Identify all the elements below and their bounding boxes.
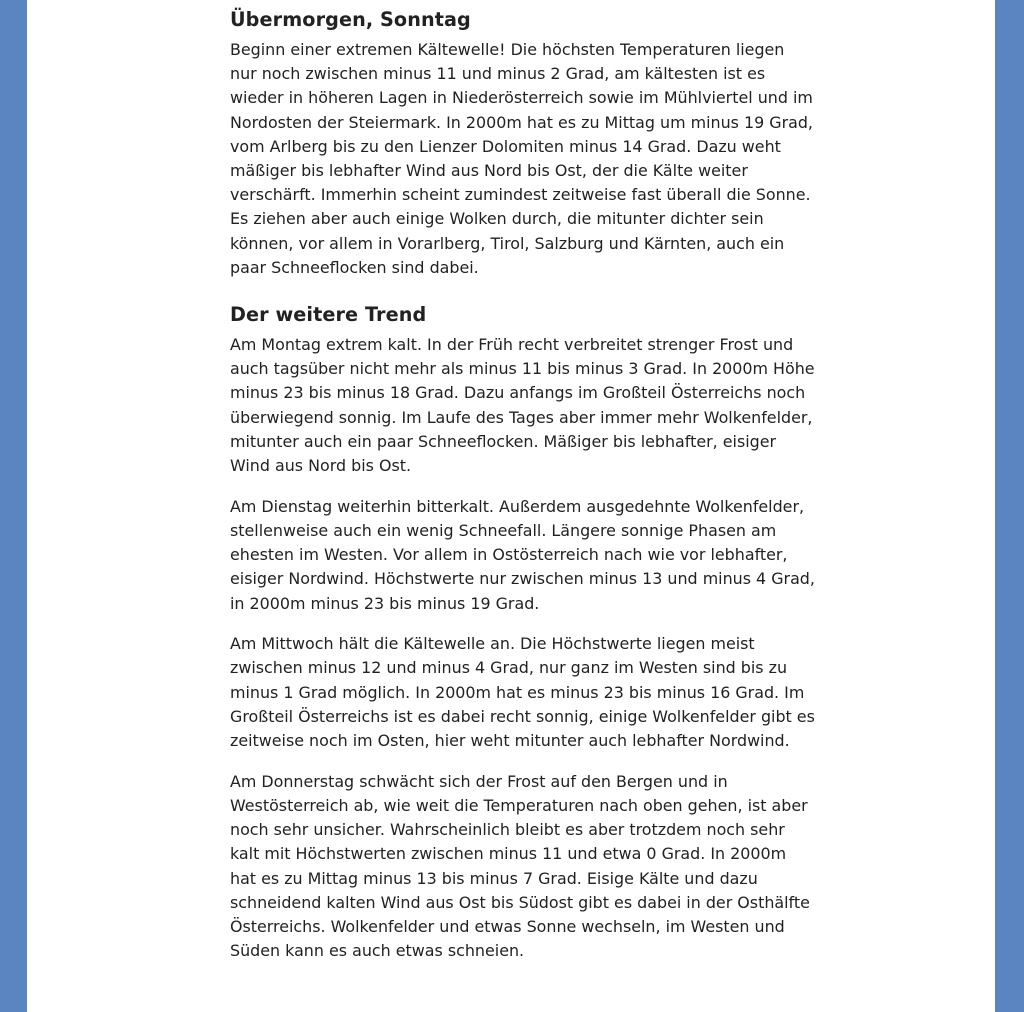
- paragraph-tuesday: Am Dienstag weiterhin bitterkalt. Außerdem ausgedehnte Wolkenfelder, stellenweise auch ein wenig Schneefall. Längere sonnige Phasen am ehesten im Westen. Vor allem in Ostösterreich nach wie vor lebhafter, eisiger Nordwind. Höchstwerte nur zwischen minus 13 und minus 4 Grad, in 2000m minus 23 bis minus 19 Grad.: [230, 496, 815, 613]
- page-column: [27, 0, 995, 1012]
- section-trend: [230, 301, 815, 963]
- section-heading: Der weitere Trend: [230, 303, 427, 327]
- forecast-article: [230, 6, 815, 980]
- paragraph-thursday: Am Donnerstag schwächt sich der Frost auf den Bergen und in Westösterreich ab, wie weit die Temperaturen nach oben gehen, ist aber noch sehr unsicher. Wahrscheinlich bleibt es aber trotzdem noch sehr kalt mit Höchstwerten zwischen minus 11 und etwa 0 Grad. In 2000m hat es zu Mittag minus 13 bis minus 7 Grad. Eisige Kälte und dazu schneidend kalten Wind aus Ost bis Südost gibt es dabei in der Osthälfte Österreichs. Wolkenfelder und etwas Sonne wechseln, im Westen und Süden kann es auch etwas schneien.: [230, 771, 810, 961]
- paragraph-monday: Am Montag extrem kalt. In der Früh recht verbreitet strenger Frost und auch tagsüber nicht mehr als minus 11 bis minus 3 Grad. In 2000m Höhe minus 23 bis minus 18 Grad. Dazu anfangs im Großteil Österreichs noch überwiegend sonnig. Im Laufe des Tages aber immer mehr Wolkenfelder, mitunter auch ein paar Schneeflocken. Mäßiger bis lebhafter, eisiger Wind aus Nord bis Ost.: [230, 335, 815, 476]
- paragraph: Beginn einer extremen Kältewelle! Die höchsten Temperaturen liegen nur noch zwischen minus 11 und minus 2 Grad, am kältesten ist es wieder in höheren Lagen in Niederösterreich sowie im Mühlviertel und im Nordosten der Steiermark. In 2000m hat es zu Mittag um minus 19 Grad, vom Arlberg bis zu den Lienzer Dolomiten minus 14 Grad. Dazu weht mäßiger bis lebhafter Wind aus Nord bis Ost, der die Kälte weiter verschärft. Immerhin scheint zumindest zeitweise fast überall die Sonne. Es ziehen aber auch einige Wolken durch, die mitunter dichter sein können, vor allem in Vorarlberg, Tirol, Salzburg und Kärnten, auch ein paar Schneeflocken sind dabei.: [230, 40, 813, 277]
- paragraph-wednesday: Am Mittwoch hält die Kältewelle an. Die Höchstwerte liegen meist zwischen minus 12 und minus 4 Grad, nur ganz im Westen sind bis zu minus 1 Grad möglich. In 2000m hat es minus 23 bis minus 16 Grad. Im Großteil Österreichs ist es dabei recht sonnig, einige Wolkenfelder gibt es zeitweise noch im Osten, hier weht mitunter auch lebhafter Nordwind.: [230, 634, 815, 751]
- section-heading: Übermorgen, Sonntag: [230, 8, 471, 31]
- section-sunday: [230, 6, 815, 280]
